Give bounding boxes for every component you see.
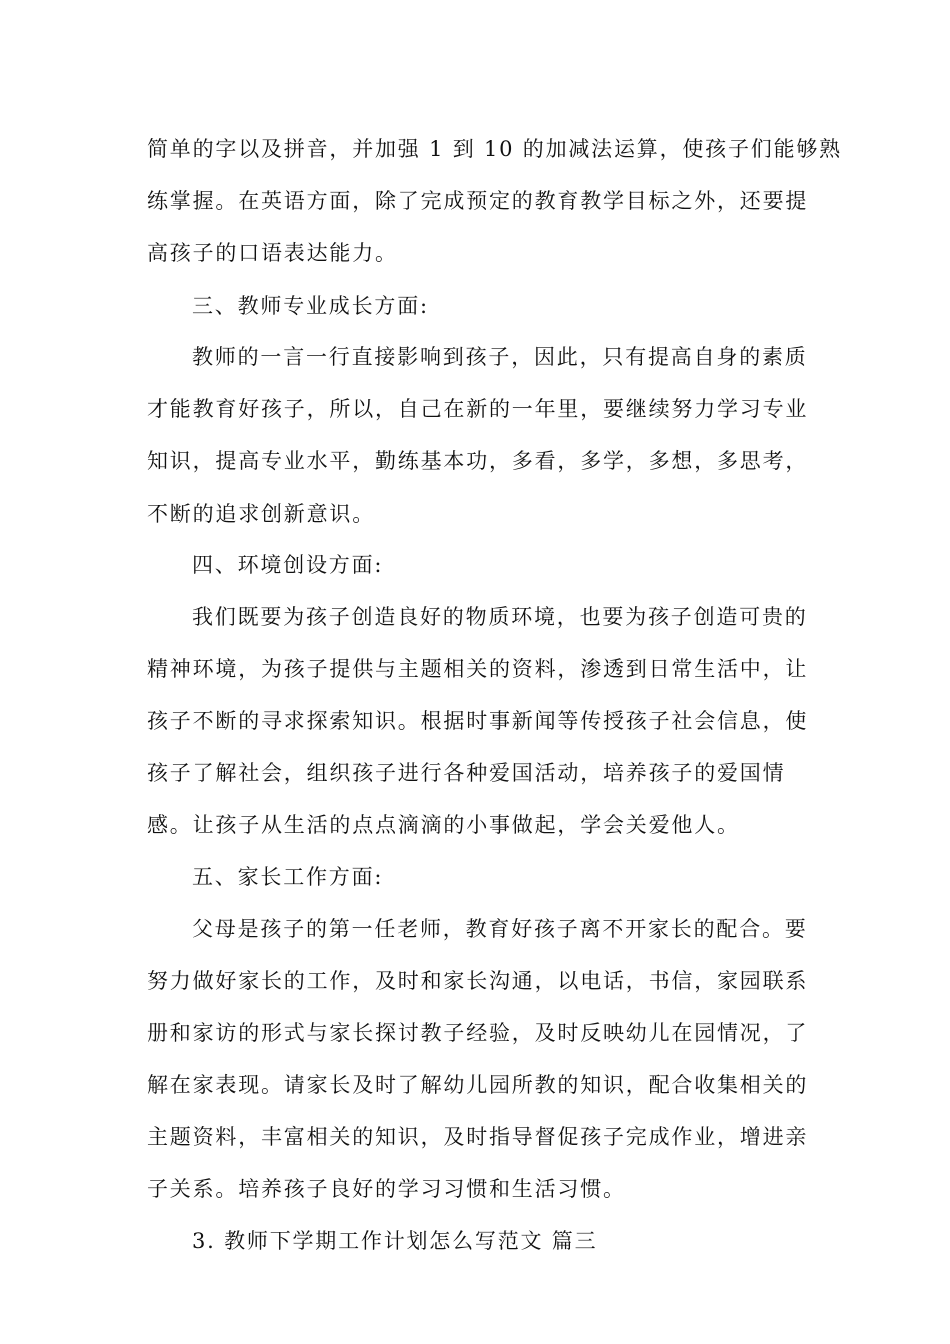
body-line: 精神环境，为孩子提供与主题相关的资料，渗透到日常生活中，让 [147,657,809,681]
body-line: 教师的一言一行直接影响到孩子，因此，只有提高自身的素质 [192,345,808,369]
body-line: 练掌握。在英语方面，除了完成预定的教育教学目标之外，还要提 [147,189,809,213]
body-line: 父母是孩子的第一任老师，教育好孩子离不开家长的配合。要 [192,917,808,941]
body-line: 孩子了解社会，组织孩子进行各种爱国活动，培养孩子的爱国情 [147,761,786,785]
section-heading: 三、教师专业成长方面: [192,294,429,318]
body-line: 感。让孩子从生活的点点滴滴的小事做起，学会关爱他人。 [147,813,740,837]
body-line: 孩子不断的寻求探索知识。根据时事新闻等传授孩子社会信息，使 [147,709,809,733]
body-line: 简单的字以及拼音，并加强 1 到 10 的加减法运算，使孩子们能够熟 [147,137,842,161]
body-line: 子关系。培养孩子良好的学习习惯和生活习惯。 [147,1177,626,1201]
body-line: 主题资料，丰富相关的知识，及时指导督促孩子完成作业，增进亲 [147,1125,809,1149]
section-heading: 四、环境创设方面: [192,553,384,577]
body-line: 我们既要为孩子创造良好的物质环境，也要为孩子创造可贵的 [192,605,808,629]
body-line: 努力做好家长的工作，及时和家长沟通，以电话，书信，家园联系 [147,969,809,993]
section-heading: 五、家长工作方面: [192,865,384,889]
section-title: 3. 教师下学期工作计划怎么写范文 篇三 [192,1229,598,1253]
body-line: 才能教育好孩子，所以，自己在新的一年里，要继续努力学习专业 [147,397,809,421]
body-line: 知识，提高专业水平，勤练基本功，多看，多学，多想，多思考， [147,449,809,473]
body-line: 册和家访的形式与家长探讨教子经验，及时反映幼儿在园情况，了 [147,1021,809,1045]
body-line: 解在家表现。请家长及时了解幼儿园所教的知识，配合收集相关的 [147,1073,809,1097]
body-line: 高孩子的口语表达能力。 [147,241,398,265]
body-line: 不断的追求创新意识。 [147,502,375,526]
